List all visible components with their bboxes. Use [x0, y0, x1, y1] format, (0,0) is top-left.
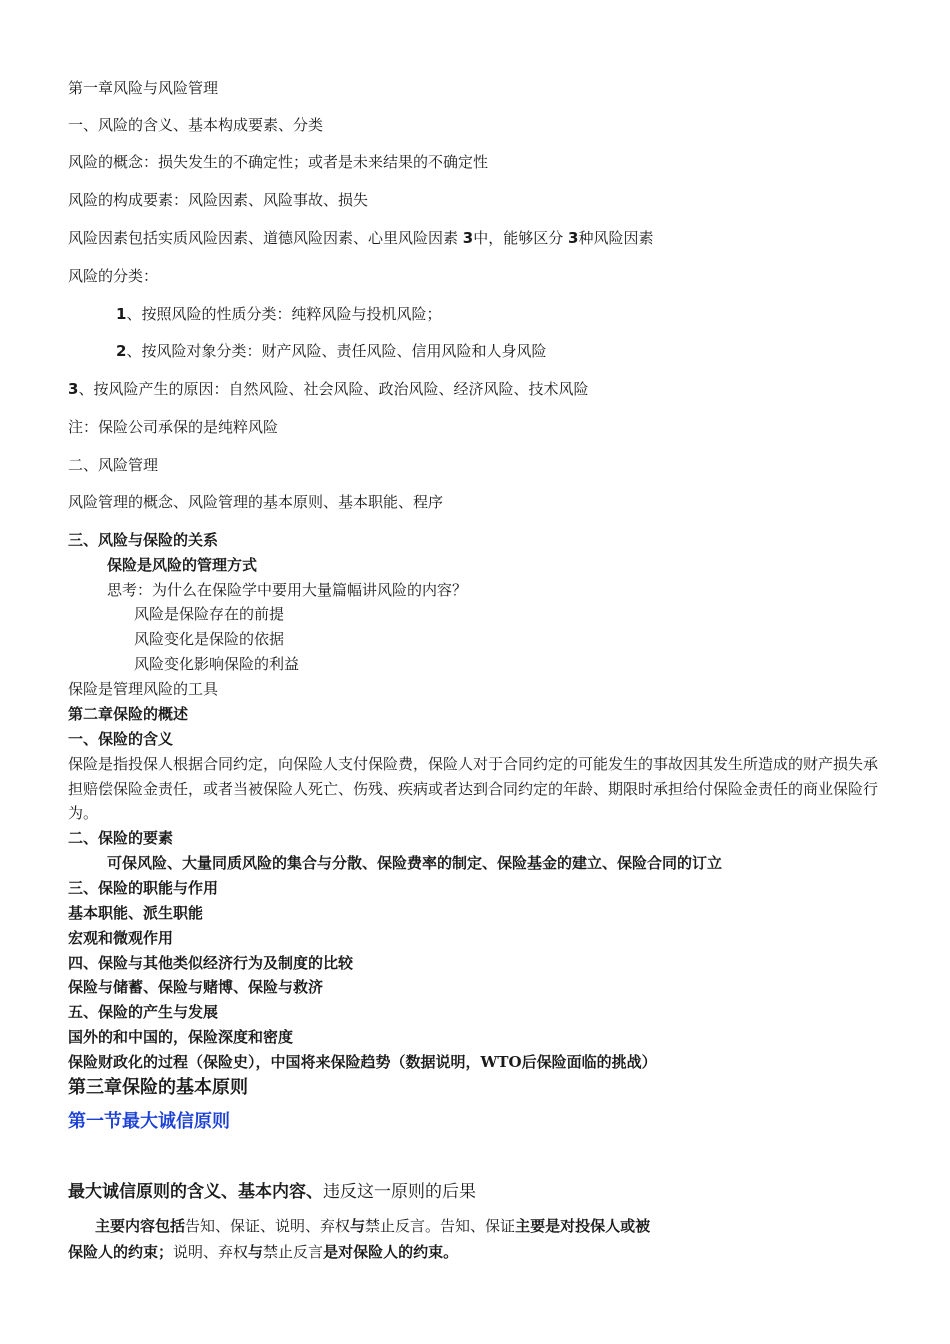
risk-classification-title: 风险的分类： — [68, 267, 159, 285]
section-comparison: 四、保险与其他类似经济行为及制度的比较 — [68, 954, 354, 972]
note: 注：保险公司承保的是纯粹风险 — [68, 418, 279, 436]
chapter-3-title: 第三章保险的基本原则 — [68, 1077, 248, 1098]
classification-item-2: 2、按风险对象分类：财产风险、责任风险、信用风险和人身风险 — [116, 342, 547, 360]
functions-macro-micro: 宏观和微观作用 — [68, 929, 174, 947]
content-line-2: 保险人的约束；说明、弃权与禁止反言是对保险人的约束。 — [68, 1243, 459, 1261]
risk-management-body: 风险管理的概念、风险管理的基本原则、基本职能、程序 — [68, 493, 444, 511]
origin-domestic-foreign: 国外的和中国的，保险深度和密度 — [68, 1028, 294, 1046]
chapter-1-title: 第一章风险与风险管理 — [68, 79, 219, 97]
comparison-body: 保险与储蓄、保险与赌博、保险与救济 — [68, 978, 324, 996]
think-point-1: 风险是保险存在的前提 — [134, 605, 285, 623]
chapter-2-title: 第二章保险的概述 — [68, 705, 189, 723]
insurance-definition: 保险是指投保人根据合同约定，向保险人支付保险费，保险人对于合同约定的可能发生的事故因其发生所造成的财产损失承担赔偿保险金责任，或者当被保险人死亡、伤残、疾病或者达到合同约定的年龄、期限时承担给付保险金责任的商业保险行为。 — [68, 755, 879, 822]
section-risk-meaning: 一、风险的含义、基本构成要素、分类 — [68, 116, 324, 134]
think-question: 思考：为什么在保险学中要用大量篇幅讲风险的内容？ — [107, 581, 468, 599]
think-point-2: 风险变化是保险的依据 — [134, 630, 285, 648]
section-insurance-meaning: 一、保险的含义 — [68, 730, 174, 748]
section-risk-insurance-relation: 三、风险与保险的关系 — [68, 531, 219, 549]
risk-factors: 风险因素包括实质风险因素、道德风险因素、心里风险因素 3中，能够区分 3种风险因素 — [68, 229, 654, 247]
relation-subtitle: 保险是风险的管理方式 — [107, 556, 258, 574]
origin-history-trend: 保险财政化的过程（保险史），中国将来保险趋势（数据说明，WTO后保险面临的挑战） — [68, 1053, 657, 1071]
section-functions: 三、保险的职能与作用 — [68, 879, 219, 897]
risk-concept: 风险的概念：损失发生的不确定性；或者是未来结果的不确定性 — [68, 153, 489, 171]
insurance-tool: 保险是管理风险的工具 — [68, 680, 219, 698]
classification-item-1: 1、按照风险的性质分类：纯粹风险与投机风险； — [116, 305, 442, 323]
section-insurance-elements: 二、保险的要素 — [68, 829, 174, 847]
section-risk-management: 二、风险管理 — [68, 456, 159, 474]
content-line-1: 主要内容包括告知、保证、说明、弃权与禁止反言。告知、保证主要是对投保人或被 — [95, 1217, 651, 1235]
section-utmost-good-faith: 第一节最大诚信原则 — [68, 1111, 230, 1132]
think-point-3: 风险变化影响保险的利益 — [134, 655, 300, 673]
functions-basic: 基本职能、派生职能 — [68, 904, 204, 922]
classification-item-3: 3、按风险产生的原因：自然风险、社会风险、政治风险、经济风险、技术风险 — [68, 380, 589, 398]
insurance-elements-body: 可保风险、大量同质风险的集合与分散、保险费率的制定、保险基金的建立、保险合同的订立 — [107, 854, 723, 872]
section-origin-development: 五、保险的产生与发展 — [68, 1003, 219, 1021]
risk-elements: 风险的构成要素：风险因素、风险事故、损失 — [68, 191, 369, 209]
utmost-good-faith-heading: 最大诚信原则的含义、基本内容、违反这一原则的后果 — [68, 1182, 476, 1202]
